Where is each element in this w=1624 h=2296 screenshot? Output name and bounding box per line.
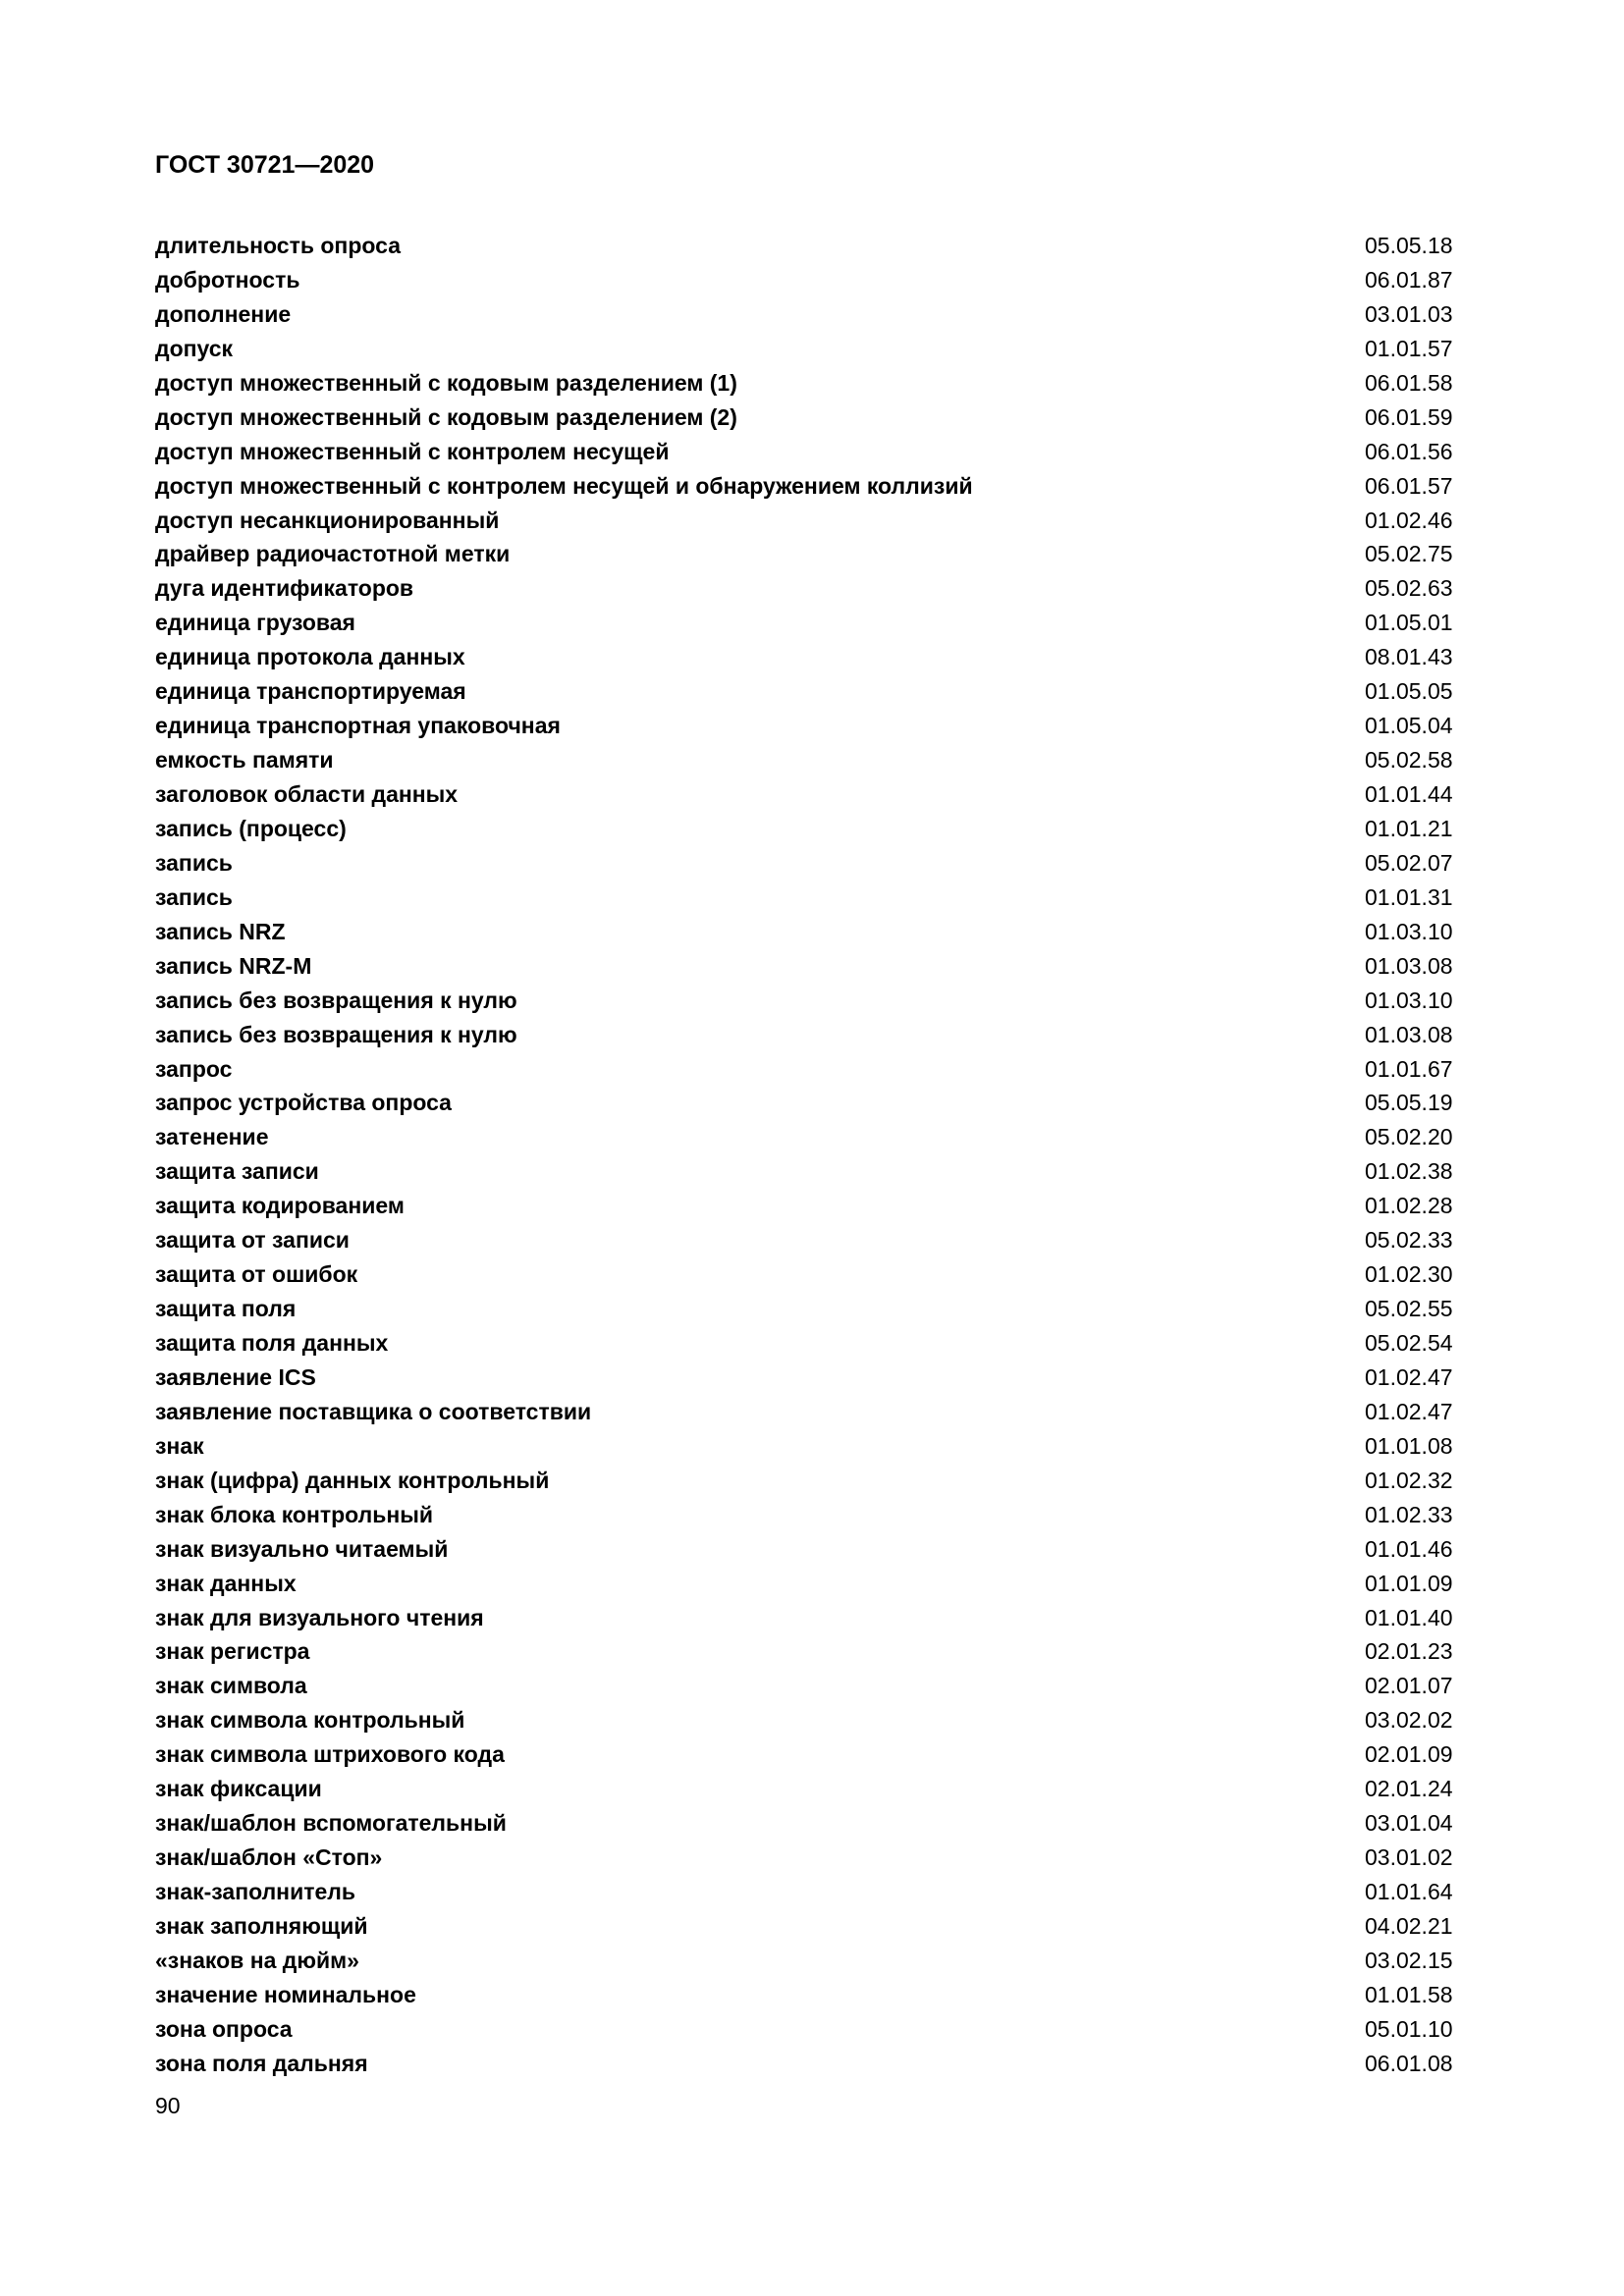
entry-code: 06.01.59 (1365, 403, 1453, 430)
entry-term: знак-заполнитель (155, 1879, 356, 1904)
entry-code: 03.02.15 (1365, 1947, 1453, 1973)
entry-term: доступ множественный с контролем несущей и обнаружением коллизий (155, 472, 973, 499)
entry-term: знак заполняющий (155, 1912, 368, 1939)
entry-term: единица грузовая (155, 610, 355, 636)
index-entry (155, 984, 1463, 1018)
index-entry (155, 1532, 1463, 1567)
index-entry (155, 2047, 1463, 2081)
index-entry (155, 571, 1463, 606)
entry-term: знак символа (155, 1673, 307, 1699)
index-entry (155, 1669, 1463, 1703)
entry-term: допуск (155, 335, 234, 361)
entry-code: 05.05.18 (1365, 233, 1453, 258)
entry-code: 01.02.32 (1365, 1467, 1453, 1493)
entry-term: знак/шаблон «Стоп» (155, 1844, 383, 1871)
entry-term: защита поля (155, 1296, 297, 1322)
term-index-list (155, 229, 1463, 2081)
index-entry (155, 537, 1463, 571)
entry-term: знак данных (155, 1570, 297, 1596)
index-entry (155, 1703, 1463, 1737)
entry-code: 01.01.44 (1365, 781, 1453, 807)
index-entry (155, 1875, 1463, 1909)
index-entry (155, 1464, 1463, 1498)
entry-term: добротность (155, 266, 300, 293)
entry-term: знак блока контрольный (155, 1501, 434, 1527)
index-entry (155, 1429, 1463, 1464)
entry-code: 06.01.87 (1365, 266, 1453, 293)
index-entry (155, 1498, 1463, 1532)
entry-code: 01.03.08 (1365, 1021, 1453, 1047)
entry-code: 01.01.64 (1365, 1879, 1453, 1904)
entry-code: 03.02.02 (1365, 1707, 1453, 1734)
index-entry (155, 504, 1463, 538)
index-entry (155, 1395, 1463, 1429)
entry-code: 01.02.46 (1365, 507, 1453, 533)
index-entry (155, 777, 1463, 812)
entry-term: защита от ошибок (155, 1261, 358, 1288)
entry-code: 01.01.67 (1365, 1055, 1453, 1082)
entry-code: 06.01.08 (1365, 2050, 1453, 2076)
entry-code: 05.02.58 (1365, 747, 1453, 774)
index-entry (155, 1086, 1463, 1120)
index-entry (155, 1909, 1463, 1944)
index-entry (155, 1120, 1463, 1154)
entry-term: значение номинальное (155, 1981, 416, 2007)
index-entry (155, 366, 1463, 400)
entry-term: «знаков на дюйм» (155, 1947, 359, 1973)
entry-code: 06.01.57 (1365, 472, 1453, 499)
entry-code: 01.01.31 (1365, 883, 1453, 910)
entry-code: 05.02.54 (1365, 1330, 1453, 1356)
entry-term: знак (цифра) данных контрольный (155, 1467, 550, 1493)
entry-term: дополнение (155, 300, 292, 327)
entry-code: 03.01.04 (1365, 1810, 1453, 1837)
index-entry (155, 1189, 1463, 1223)
entry-code: 05.02.33 (1365, 1227, 1453, 1254)
entry-term: знак символа контрольный (155, 1707, 465, 1734)
entry-term: доступ множественный с кодовым разделением (2) (155, 403, 737, 430)
index-entry (155, 812, 1463, 846)
entry-code: 04.02.21 (1365, 1912, 1453, 1939)
entry-code: 01.03.10 (1365, 987, 1453, 1013)
index-entry (155, 2012, 1463, 2047)
entry-code: 05.05.19 (1365, 1090, 1453, 1116)
index-entry (155, 1567, 1463, 1601)
entry-code: 05.02.75 (1365, 541, 1453, 567)
entry-term: доступ множественный с кодовым разделением (1) (155, 369, 737, 396)
index-entry (155, 1978, 1463, 2012)
index-entry (155, 949, 1463, 984)
entry-code: 02.01.24 (1365, 1776, 1453, 1802)
entry-term: единица протокола данных (155, 644, 465, 670)
entry-code: 01.05.04 (1365, 713, 1453, 739)
entry-term: заголовок области данных (155, 781, 459, 807)
index-entry (155, 332, 1463, 366)
entry-code: 03.01.03 (1365, 300, 1453, 327)
index-entry (155, 1223, 1463, 1257)
entry-term: дуга идентификаторов (155, 575, 414, 602)
index-entry (155, 229, 1463, 263)
entry-code: 01.03.08 (1365, 952, 1453, 979)
entry-code: 01.05.05 (1365, 678, 1453, 705)
entry-code: 01.02.47 (1365, 1398, 1453, 1424)
entry-term: единица транспортная упаковочная (155, 713, 561, 739)
index-entry (155, 1257, 1463, 1292)
index-entry (155, 263, 1463, 297)
entry-code: 01.02.30 (1365, 1261, 1453, 1288)
entry-term: доступ несанкционированный (155, 507, 500, 533)
index-entry (155, 400, 1463, 435)
index-entry (155, 469, 1463, 504)
index-entry (155, 1634, 1463, 1669)
entry-term: единица транспортируемая (155, 678, 466, 705)
entry-term: знак визуально читаемый (155, 1535, 449, 1562)
entry-term: запись (процесс) (155, 815, 347, 841)
entry-term: запись NRZ (155, 918, 286, 944)
entry-code: 01.01.21 (1365, 815, 1453, 841)
entry-term: заявление поставщика о соответствии (155, 1398, 592, 1424)
entry-term: запись (155, 883, 233, 910)
entry-code: 01.01.08 (1365, 1432, 1453, 1459)
entry-code: 06.01.56 (1365, 438, 1453, 464)
page-number: 90 (155, 2093, 181, 2118)
entry-code: 01.01.57 (1365, 335, 1453, 361)
entry-term: знак символа штрихового кода (155, 1741, 505, 1768)
entry-code: 01.02.33 (1365, 1501, 1453, 1527)
index-entry (155, 1944, 1463, 1978)
index-entry (155, 743, 1463, 777)
index-entry (155, 297, 1463, 332)
entry-term: заявление ICS (155, 1363, 316, 1390)
index-entry (155, 1806, 1463, 1841)
entry-code: 06.01.58 (1365, 369, 1453, 396)
entry-code: 01.01.09 (1365, 1570, 1453, 1596)
entry-term: знак для визуального чтения (155, 1604, 484, 1630)
entry-code: 03.01.02 (1365, 1844, 1453, 1871)
entry-code: 08.01.43 (1365, 644, 1453, 670)
entry-code: 01.01.40 (1365, 1604, 1453, 1630)
entry-term: запись без возвращения к нулю (155, 1021, 517, 1047)
index-entry (155, 1052, 1463, 1087)
entry-term: зона опроса (155, 2015, 293, 2042)
entry-term: драйвер радиочастотной метки (155, 541, 511, 567)
entry-term: длительность опроса (155, 233, 401, 258)
index-entry (155, 709, 1463, 743)
entry-code: 01.02.47 (1365, 1363, 1453, 1390)
entry-term: защита записи (155, 1158, 319, 1185)
entry-term: запись (155, 849, 233, 876)
index-entry (155, 1361, 1463, 1395)
entry-code: 05.02.20 (1365, 1124, 1453, 1150)
entry-term: запись NRZ-M (155, 952, 312, 979)
index-entry (155, 846, 1463, 881)
index-entry (155, 1018, 1463, 1052)
entry-term: защита кодированием (155, 1193, 405, 1219)
entry-code: 01.03.10 (1365, 918, 1453, 944)
entry-term: знак/шаблон вспомогательный (155, 1810, 507, 1837)
index-entry (155, 1326, 1463, 1361)
index-entry (155, 1601, 1463, 1635)
document-header: ГОСТ 30721—2020 (155, 151, 375, 179)
entry-term: знак фиксации (155, 1776, 322, 1802)
index-entry (155, 1154, 1463, 1189)
entry-term: знак (155, 1432, 204, 1459)
index-entry (155, 1841, 1463, 1875)
index-entry (155, 915, 1463, 949)
entry-term: знак регистра (155, 1638, 310, 1665)
index-entry (155, 1737, 1463, 1772)
index-entry (155, 881, 1463, 915)
index-entry (155, 435, 1463, 469)
entry-term: защита от записи (155, 1227, 350, 1254)
index-entry (155, 674, 1463, 709)
entry-term: доступ множественный с контролем несущей (155, 438, 670, 464)
index-entry (155, 640, 1463, 674)
entry-term: затенение (155, 1124, 269, 1150)
entry-term: запись без возвращения к нулю (155, 987, 517, 1013)
entry-term: запрос устройства опроса (155, 1090, 452, 1116)
entry-code: 01.01.46 (1365, 1535, 1453, 1562)
entry-code: 05.01.10 (1365, 2015, 1453, 2042)
entry-code: 02.01.23 (1365, 1638, 1453, 1665)
entry-code: 02.01.09 (1365, 1741, 1453, 1768)
entry-code: 01.02.38 (1365, 1158, 1453, 1185)
entry-code: 01.02.28 (1365, 1193, 1453, 1219)
index-entry (155, 1772, 1463, 1806)
index-entry (155, 606, 1463, 640)
entry-code: 02.01.07 (1365, 1673, 1453, 1699)
entry-code: 05.02.55 (1365, 1296, 1453, 1322)
entry-code: 05.02.07 (1365, 849, 1453, 876)
entry-code: 05.02.63 (1365, 575, 1453, 602)
index-entry (155, 1292, 1463, 1326)
entry-term: емкость памяти (155, 747, 334, 774)
entry-code: 01.01.58 (1365, 1981, 1453, 2007)
entry-term: зона поля дальняя (155, 2050, 368, 2076)
entry-term: запрос (155, 1055, 233, 1082)
entry-code: 01.05.01 (1365, 610, 1453, 636)
entry-term: защита поля данных (155, 1330, 389, 1356)
